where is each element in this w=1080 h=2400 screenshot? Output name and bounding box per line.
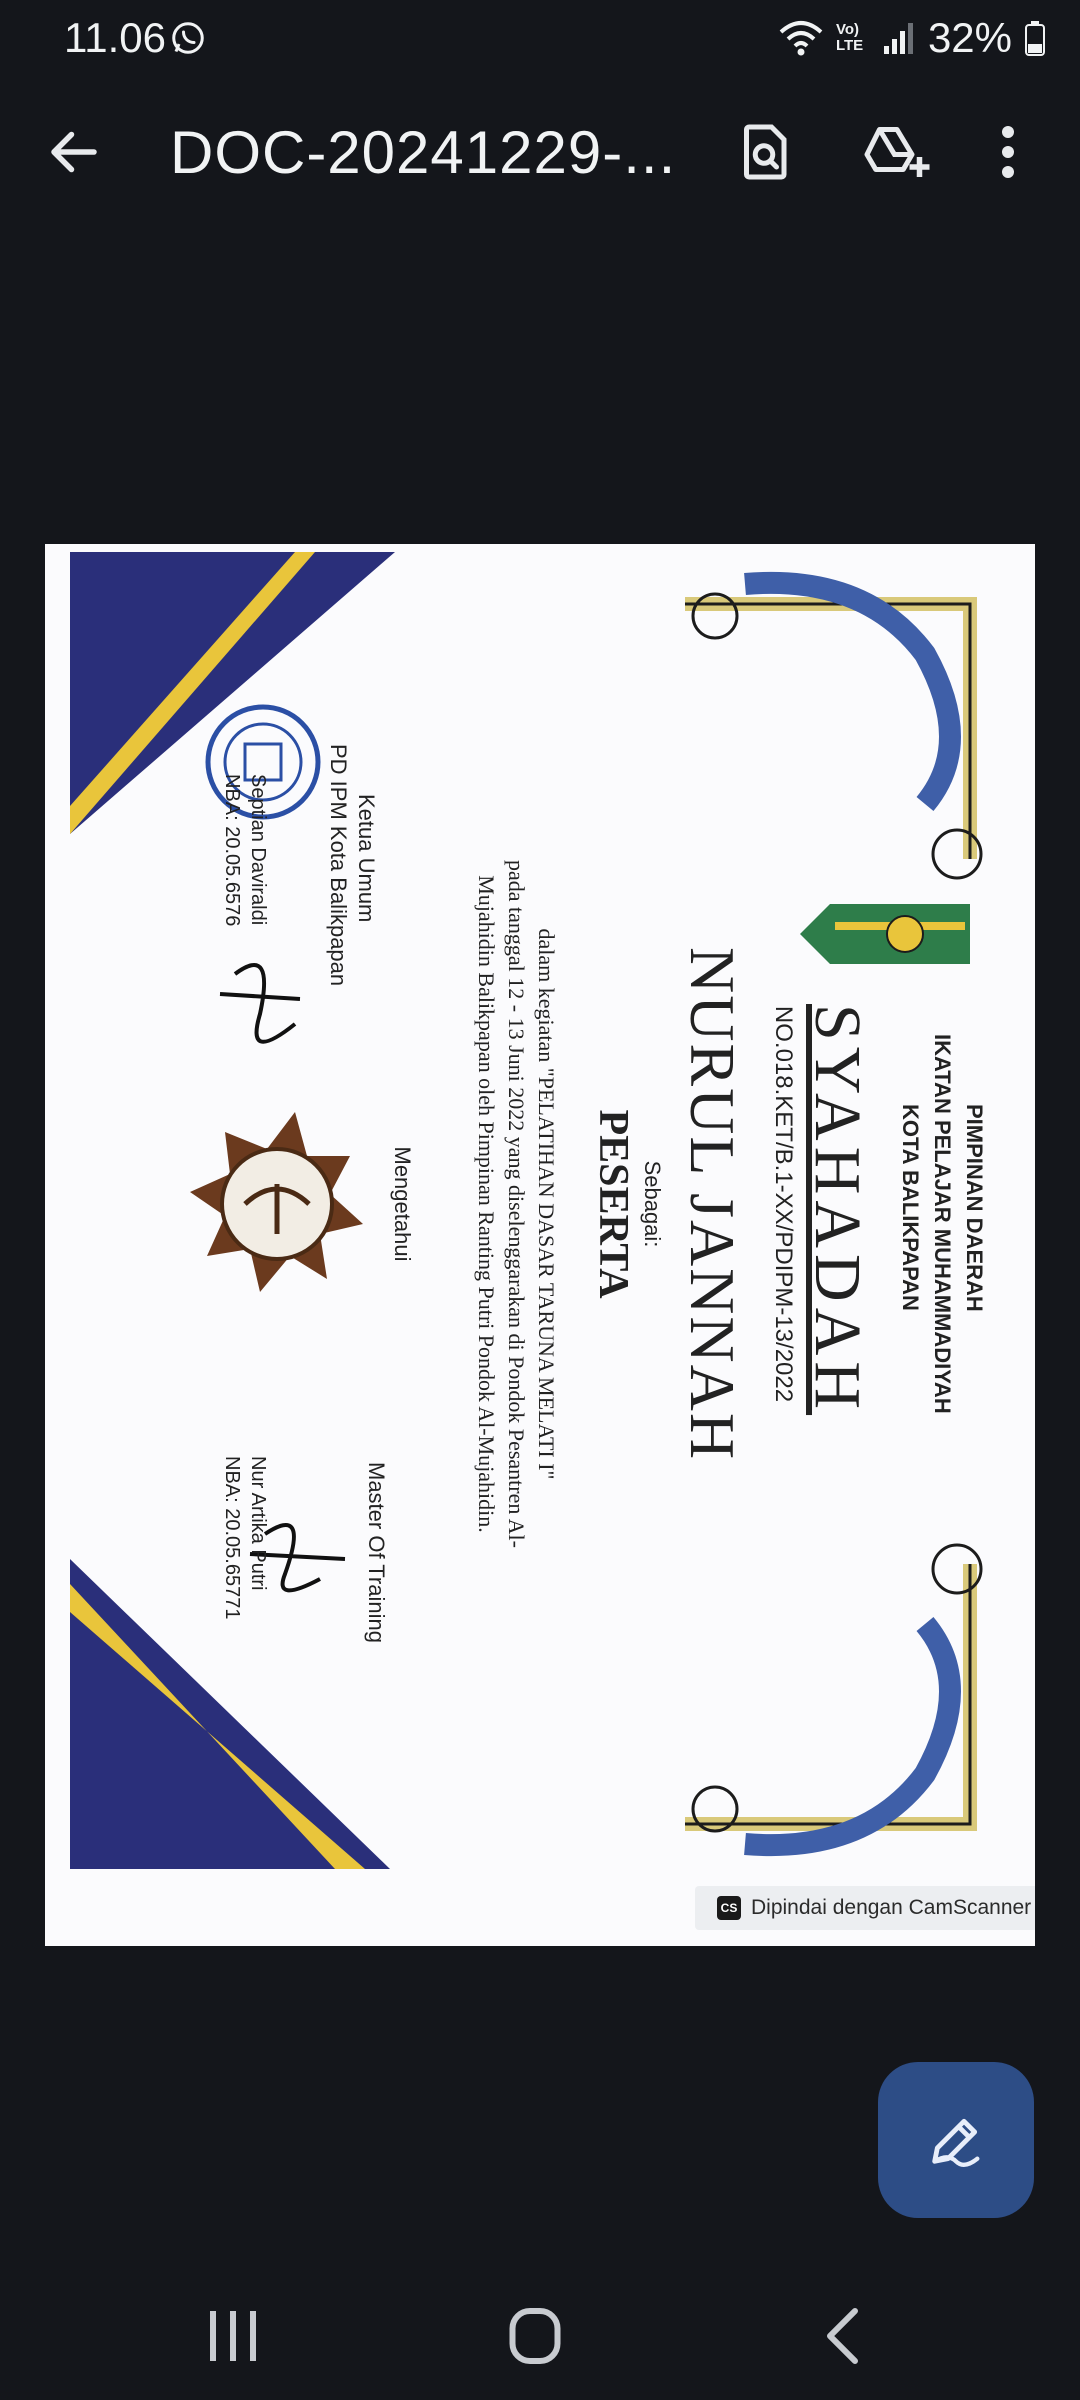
signal-icon: [882, 20, 916, 56]
back-icon[interactable]: [810, 2306, 880, 2366]
org-line-3: KOTA BALIKPAPAN: [898, 1104, 923, 1311]
document-search-icon[interactable]: [734, 122, 794, 182]
body-line-2: pada tanggal 12 - 13 Juni 2022 yang diselenggarakan di Pondok Pesantren Al-: [504, 860, 529, 1548]
edit-pen-icon: [924, 2108, 988, 2172]
role-label: PESERTA: [590, 1109, 636, 1299]
wifi-icon: [778, 18, 824, 58]
document-page[interactable]: [45, 544, 1035, 1946]
camscanner-text: Dipindai dengan CamScanner: [751, 1896, 1032, 1919]
right-sign-name: Nur Artika Putri: [247, 1456, 269, 1591]
more-vert-icon[interactable]: [988, 122, 1028, 182]
body-line-1: dalam kegiatan "PELATIHAN DASAR TARUNA MELATI I": [534, 928, 559, 1480]
certificate-text: [45, 544, 1035, 1864]
app-bar: [0, 100, 1080, 204]
home-icon[interactable]: [500, 2306, 570, 2366]
back-arrow-icon[interactable]: [44, 122, 104, 182]
document-title: DOC-20241229-...: [170, 119, 677, 186]
volte-indicator: Vo) LTE: [835, 21, 864, 54]
camscanner-logo-icon: CS: [717, 1896, 741, 1920]
status-time: 11.06: [64, 14, 166, 61]
recipient-name: NURUL JANNAH: [677, 946, 748, 1462]
left-sign-title-1: Ketua Umum: [354, 794, 379, 923]
left-sign-nba: NBA: 20.05.6576: [221, 774, 243, 927]
right-sign-nba: NBA: 20.05.65771: [221, 1456, 243, 1620]
org-line-2: IKATAN PELAJAR MUHAMMADIYAH: [930, 1034, 955, 1414]
body-line-3: Mujahidin Balikpapan oleh Pimpinan Ranting Putri Pondok Al-Mujahidin.: [474, 875, 499, 1533]
add-to-drive-icon[interactable]: [862, 122, 932, 182]
right-sign-title: Master Of Training: [364, 1462, 389, 1643]
status-bar: [0, 0, 1080, 80]
recent-apps-icon[interactable]: [198, 2306, 268, 2366]
certificate-heading: SYAHADAH: [801, 1004, 874, 1416]
as-label: Sebagai:: [640, 1160, 665, 1248]
camscanner-tag: [695, 1886, 1035, 1930]
certificate-number: NO.018.KET/B.1-XX/PDIPM-13/2022: [770, 1005, 797, 1403]
whatsapp-icon: [170, 20, 206, 56]
left-sign-title-2: PD IPM Kota Balikpapan: [326, 744, 351, 987]
battery-icon: [1024, 20, 1046, 56]
acknowledged-label: Mengetahui: [390, 1146, 415, 1262]
edit-fab-button[interactable]: [878, 2062, 1034, 2218]
left-sign-name: Septian Daviraldi: [247, 774, 269, 926]
navigation-bar: [0, 2270, 1080, 2400]
battery-percent: 32%: [927, 14, 1012, 61]
org-line-1: PIMPINAN DAERAH: [962, 1104, 987, 1312]
